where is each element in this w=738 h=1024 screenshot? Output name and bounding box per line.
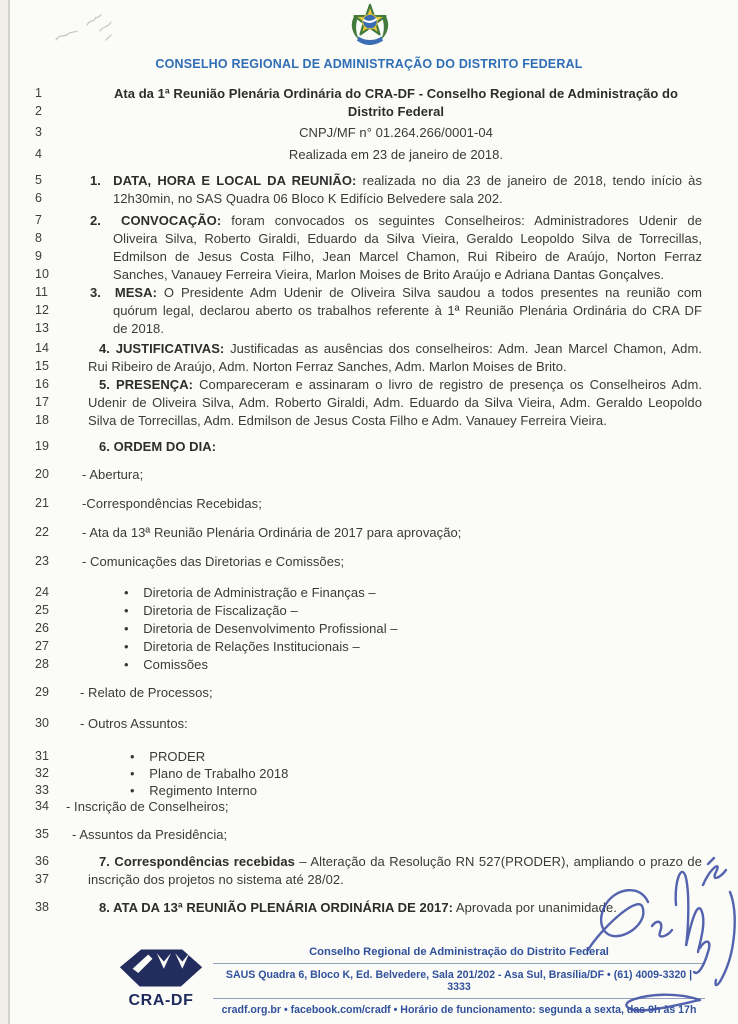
line-text <box>90 85 702 103</box>
line-text <box>66 798 229 816</box>
text-segment: de 2018. <box>113 321 165 336</box>
document-line <box>0 899 738 918</box>
text-segment: - Ata da 13ª Reunião Plenária Ordinária de 2017 para aprovação; <box>82 525 462 540</box>
line-text <box>99 899 617 917</box>
document-line <box>0 212 738 231</box>
document-line <box>0 524 738 543</box>
text-segment: Sanches, Vanauey Ferreira Vieira, Marlon Moises de Brito Araújo e Adriana Dantas Gonçalves. <box>113 267 665 282</box>
text-segment: - Assuntos da Presidência; <box>72 827 228 842</box>
text-segment: - Relato de Processos; <box>80 685 213 700</box>
document-line <box>0 376 738 395</box>
text-segment: Silva de Torrecillas, Adm. Edmilson de Jesus Costa Filho e Adm. Vanauey Ferreira Vieira. <box>88 413 607 428</box>
text-segment: 5. PRESENÇA: <box>99 377 194 392</box>
line-text <box>99 340 702 358</box>
line-text <box>99 853 702 871</box>
line-text <box>90 124 702 142</box>
text-segment: Compareceram e assinaram o livro de registro de presença os Conselheiros Adm. <box>193 377 702 392</box>
text-segment: 8. ATA DA 13ª REUNIÃO PLENÁRIA ORDINÁRIA DE 2017: <box>99 900 453 915</box>
line-number: 6 <box>35 191 42 205</box>
line-number: 11 <box>35 285 48 299</box>
line-number: 9 <box>35 249 42 263</box>
line-number: 22 <box>35 525 49 539</box>
line-text <box>72 826 227 844</box>
line-number: 21 <box>35 496 49 510</box>
line-text <box>113 266 664 284</box>
document-line <box>0 412 738 431</box>
cra-df-logo-icon <box>118 946 204 990</box>
text-segment: 4. JUSTIFICATIVAS: <box>99 341 225 356</box>
text-segment: 7. Correspondências recebidas <box>99 854 295 869</box>
line-text <box>124 638 360 656</box>
document-line <box>0 871 738 890</box>
document-line <box>0 394 738 413</box>
line-number: 27 <box>35 639 49 653</box>
text-segment: Udenir de Oliveira Silva, Adm. Roberto Giraldi, Adm. Eduardo da Silva Vieira, Adm. Geraldo Leopoldo <box>88 395 702 410</box>
document-line <box>0 584 738 603</box>
footer-contact: cradf.org.br • facebook.com/cradf • Horário de funcionamento: segunda a sexta, das 9h às 17h <box>221 1004 697 1016</box>
line-text <box>80 715 188 733</box>
line-text <box>88 394 702 412</box>
line-text <box>90 284 702 302</box>
document-line <box>0 620 738 639</box>
line-text <box>88 358 567 376</box>
document-line <box>0 320 738 339</box>
document-line <box>0 146 738 165</box>
line-number: 37 <box>35 872 49 886</box>
line-number: 3 <box>35 125 42 139</box>
line-text <box>113 190 503 208</box>
line-text <box>113 230 702 248</box>
line-number: 31 <box>35 749 49 763</box>
document-line <box>0 602 738 621</box>
text-segment: • Plano de Trabalho 2018 <box>130 766 289 781</box>
document-line <box>0 266 738 285</box>
line-text <box>88 412 607 430</box>
document-line <box>0 466 738 485</box>
line-text <box>90 212 702 230</box>
line-number: 12 <box>35 303 49 317</box>
document-line <box>0 826 738 845</box>
document-line <box>0 358 738 377</box>
line-number: 7 <box>35 213 42 227</box>
footer-org-name: Conselho Regional de Administração do Distrito Federal <box>309 946 609 958</box>
line-number: 20 <box>35 467 49 481</box>
line-text <box>99 376 702 394</box>
line-text <box>82 466 143 484</box>
text-segment: O Presidente Adm Udenir de Oliveira Silva saudou a todos presentes na reunião com <box>156 285 702 300</box>
document-line <box>0 715 738 734</box>
text-segment: - Outros Assuntos: <box>80 716 188 731</box>
line-text <box>90 103 702 121</box>
text-segment: • Diretoria de Desenvolvimento Profissional – <box>124 621 398 636</box>
line-number: 36 <box>35 854 49 868</box>
line-text <box>90 146 702 164</box>
line-number: 5 <box>35 173 42 187</box>
text-segment: • Diretoria de Relações Institucionais – <box>124 639 360 654</box>
line-number: 10 <box>35 267 49 281</box>
text-segment: foram convocados os seguintes Conselheiros: Administradores Udenir de <box>221 213 702 228</box>
line-number: 15 <box>35 359 49 373</box>
line-text <box>113 320 164 338</box>
text-segment: Ata da 1ª Reunião Plenária Ordinária do CRA-DF - Conselho Regional de Administração do <box>113 86 679 101</box>
line-number: 33 <box>35 783 49 797</box>
line-number: 1 <box>35 86 42 100</box>
line-text <box>124 584 376 602</box>
document-line <box>0 302 738 321</box>
document-line <box>0 230 738 249</box>
text-segment: • Comissões <box>124 657 208 672</box>
document-line <box>0 340 738 359</box>
line-number: 8 <box>35 231 42 245</box>
text-segment: Justificadas as ausências dos conselheiros: Adm. Jean Marcel Chamon, Adm. <box>224 341 702 356</box>
footer-text-block <box>213 944 705 1021</box>
line-number: 30 <box>35 716 49 730</box>
document-line <box>0 438 738 457</box>
text-segment: 6. ORDEM DO DIA: <box>99 439 217 454</box>
line-number: 34 <box>35 799 49 813</box>
document-line <box>0 248 738 267</box>
text-segment: 12h30min, no SAS Quadra 06 Bloco K Edifício Belvedere sala 202. <box>113 191 503 206</box>
text-segment: realizada no dia 23 de janeiro de 2018, tendo início às <box>356 173 703 188</box>
line-number: 23 <box>35 554 49 568</box>
text-segment: - Abertura; <box>82 467 144 482</box>
line-number: 4 <box>35 147 42 161</box>
line-text <box>130 748 205 766</box>
text-segment: 2. CONVOCAÇÃO: <box>90 213 222 228</box>
line-text <box>124 602 298 620</box>
text-segment: - Inscrição de Conselheiros; <box>66 799 229 814</box>
line-text <box>90 172 702 190</box>
document-line <box>0 103 738 122</box>
line-number: 25 <box>35 603 49 617</box>
cra-df-logo-text: CRA-DF <box>128 992 194 1009</box>
document-line <box>0 853 738 872</box>
line-number: 16 <box>35 377 49 391</box>
document-line <box>0 284 738 303</box>
line-text <box>82 524 461 542</box>
document-line <box>0 798 738 817</box>
text-segment: inscrição dos projetos no sistema até 28/02. <box>88 872 344 887</box>
text-segment: Aprovada por unanimidade. <box>452 900 617 915</box>
line-text <box>80 684 213 702</box>
text-segment: Oliveira Silva, Roberto Giraldi, Eduardo da Silva Vieira, Geraldo Leopoldo Silva de Torrecillas, <box>113 231 702 246</box>
text-segment: - Comunicações das Diretorias e Comissões; <box>82 554 345 569</box>
text-segment: Distrito Federal <box>347 104 445 119</box>
line-number: 24 <box>35 585 49 599</box>
text-segment: 3. MESA: <box>90 285 157 300</box>
line-text <box>113 302 702 320</box>
document-line <box>0 172 738 191</box>
document-line <box>0 684 738 703</box>
document-line <box>0 124 738 143</box>
text-segment: Edmilson de Jesus Costa Filho, Jean Marcel Chamon, Rui Ribeiro de Araújo, Norton Ferraz <box>113 249 702 264</box>
line-text <box>82 553 344 571</box>
line-number: 32 <box>35 766 49 780</box>
footer <box>0 940 738 1024</box>
line-number: 14 <box>35 341 49 355</box>
document-line <box>0 190 738 209</box>
line-number: 28 <box>35 657 49 671</box>
line-number: 35 <box>35 827 49 841</box>
line-text <box>124 620 398 638</box>
document-line <box>0 638 738 657</box>
line-number: 26 <box>35 621 49 635</box>
text-segment: quórum legal, declarou aberto os trabalhos referente à 1ª Reunião Plenária Ordinária do CRA DF <box>113 303 702 318</box>
line-text <box>88 871 344 889</box>
line-number: 18 <box>35 413 49 427</box>
line-text <box>99 438 216 456</box>
text-segment: -Correspondências Recebidas; <box>82 496 262 511</box>
text-segment: • Regimento Interno <box>130 783 258 798</box>
text-segment: • Diretoria de Administração e Finanças – <box>124 585 376 600</box>
line-number: 38 <box>35 900 49 914</box>
document-line <box>0 553 738 572</box>
text-segment: CNPJ/MF n° 01.264.266/0001-04 <box>299 125 493 140</box>
document-line <box>0 495 738 514</box>
line-number: 13 <box>35 321 49 335</box>
text-segment: • Diretoria de Fiscalização – <box>124 603 298 618</box>
line-text <box>124 656 208 674</box>
text-segment: 1. DATA, HORA E LOCAL DA REUNIÃO: <box>90 173 357 188</box>
document-line <box>0 85 738 104</box>
line-text <box>82 495 262 513</box>
text-segment: Rui Ribeiro de Araújo, Adm. Norton Ferraz Sanches, Adm. Marlon Moises de Brito. <box>88 359 567 374</box>
text-segment: – Alteração da Resolução RN 527(PRODER), ampliando o prazo de <box>294 854 702 869</box>
org-header-title: CONSELHO REGIONAL DE ADMINISTRAÇÃO DO DISTRITO FEDERAL <box>155 57 583 71</box>
line-text <box>113 248 702 266</box>
document-line <box>0 656 738 675</box>
line-text <box>130 765 288 783</box>
line-number: 19 <box>35 439 49 453</box>
line-number: 29 <box>35 685 49 699</box>
text-segment: Realizada em 23 de janeiro de 2018. <box>288 147 504 162</box>
text-segment: • PRODER <box>130 749 206 764</box>
line-number: 17 <box>35 395 49 409</box>
footer-address: SAUS Quadra 6, Bloco K, Ed. Belvedere, Sala 201/202 - Asa Sul, Brasília/DF • (61) 4009-3320 | 3333 <box>225 969 693 993</box>
line-number: 2 <box>35 104 42 118</box>
